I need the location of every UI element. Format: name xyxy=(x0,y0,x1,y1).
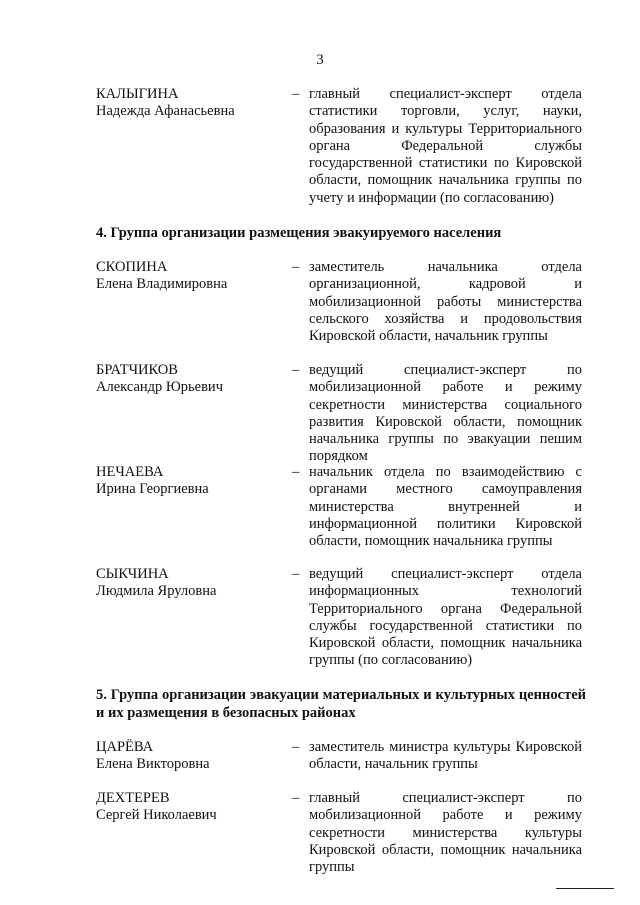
member-given-name: Сергей Николаевич xyxy=(96,807,217,823)
dash: – xyxy=(292,464,300,480)
footer-rule xyxy=(556,888,614,889)
member-name xyxy=(96,464,286,498)
member-surname: НЕЧАЕВА xyxy=(96,464,164,480)
dash: – xyxy=(292,362,300,378)
dash: – xyxy=(292,790,300,806)
member-given-name: Надежда Афанасьевна xyxy=(96,103,235,119)
member-surname: ЦАРЁВА xyxy=(96,739,154,755)
member-given-name: Елена Викторовна xyxy=(96,756,210,772)
member-given-name: Ирина Георгиевна xyxy=(96,481,209,497)
member-name xyxy=(96,790,286,824)
page-number: 3 xyxy=(316,52,324,68)
member-surname: БРАТЧИКОВ xyxy=(96,362,178,378)
member-surname: СКОПИНА xyxy=(96,259,168,275)
dash: – xyxy=(292,86,300,102)
member-surname: КАЛЫГИНА xyxy=(96,86,179,102)
member-name xyxy=(96,86,286,120)
member-position: главный специалист-эксперт по мобилизационной работе и режиму секретности министерства культуры Кировской области, помощник начальника группы xyxy=(309,790,582,876)
member-name xyxy=(96,259,286,293)
member-position: ведущий специалист-эксперт отдела информационных технологий Территориального органа Федеральной службы государственной статистики по Кировской области, помощник начальника группы (по согласованию) xyxy=(309,566,582,669)
member-name xyxy=(96,362,286,396)
member-name xyxy=(96,739,286,773)
member-given-name: Елена Владимировна xyxy=(96,276,228,292)
member-position: заместитель начальника отдела организационной, кадровой и мобилизационной работы министерства сельского хозяйства и продовольствия Кировской области, начальник группы xyxy=(309,259,582,345)
member-position: ведущий специалист-эксперт по мобилизационной работе и режиму секретности министерства социального развития Кировской области, помощник начальника группы по эвакуации пешим порядком xyxy=(309,362,582,465)
member-position: заместитель министра культуры Кировской области, начальник группы xyxy=(309,739,582,773)
member-surname: СЫКЧИНА xyxy=(96,566,169,582)
dash: – xyxy=(292,566,300,582)
member-given-name: Александр Юрьевич xyxy=(96,379,223,395)
member-surname: ДЕХТЕРЕВ xyxy=(96,790,170,806)
member-position: начальник отдела по взаимодействию с органами местного самоуправления министерства внутренней и информационной политики Кировской области, помощник начальника группы xyxy=(309,464,582,550)
member-name xyxy=(96,566,286,600)
section-5-title: 5. Группа организации эвакуации материальных и культурных ценностей и их размещения в безопасных районах xyxy=(96,687,586,721)
member-position: главный специалист-эксперт отдела статистики торговли, услуг, науки, образования и культуры Территориального органа Федеральной службы государственной статистики по Кировской области, помощник начальника группы по учету и информации (по согласованию) xyxy=(309,86,582,206)
section-4-title: 4. Группа организации размещения эвакуируемого населения xyxy=(96,225,502,241)
dash: – xyxy=(292,739,300,755)
member-given-name: Людмила Яруловна xyxy=(96,583,217,599)
dash: – xyxy=(292,259,300,275)
